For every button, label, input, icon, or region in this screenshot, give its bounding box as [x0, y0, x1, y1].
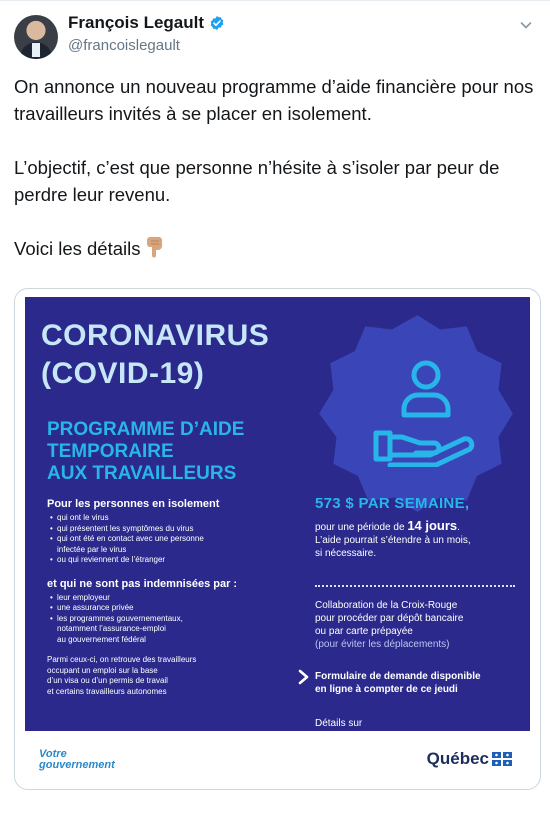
quebec-flag-icon	[492, 752, 512, 766]
votre-gouvernement-logo	[39, 749, 115, 771]
programme-line-2: TEMPORAIRE	[47, 441, 174, 462]
programme-line-1: PROGRAMME D’AIDE	[47, 419, 245, 440]
votre-line-1: Votre	[39, 748, 67, 760]
collab-note: (pour éviter les déplacements)	[315, 639, 450, 650]
title-line-1: CORONAVIRUS	[41, 319, 270, 352]
dotted-divider	[315, 585, 515, 587]
form-line-1: Formulaire de demande disponible	[315, 671, 481, 682]
parmi-line: occupant un emploi sur la base	[47, 665, 158, 675]
person-in-hand-icon	[370, 355, 482, 467]
tweet-media[interactable]	[14, 288, 541, 790]
author-handle[interactable]: @francoislegault	[68, 37, 180, 54]
eligibility-column	[47, 497, 302, 697]
parmi-line: d’un visa ou d’un permis de travail	[47, 676, 168, 685]
infographic-footer	[25, 731, 530, 781]
votre-line-2: gouvernement	[39, 759, 115, 771]
form-block	[315, 670, 520, 696]
tweet-paragraph-3-text: Voici les détails	[14, 238, 141, 259]
tweet-paragraph-3	[14, 235, 536, 262]
indemn-item: • une assurance privée	[47, 603, 302, 614]
indemn-item: • leur employeur	[47, 593, 302, 604]
details-label: Détails sur	[315, 718, 363, 729]
chevron-right-icon	[297, 669, 311, 685]
isolement-item: infectée par le virus	[57, 544, 127, 554]
period-block	[315, 519, 520, 560]
verified-badge-icon	[209, 15, 225, 31]
chevron-down-icon[interactable]	[518, 17, 534, 33]
isolement-item: • qui ont le virus	[47, 513, 302, 524]
extend-line-2: si nécessaire.	[315, 548, 377, 559]
avatar[interactable]	[14, 15, 58, 59]
isolement-item: • qui présentent les symptômes du virus	[47, 524, 302, 535]
isolement-item: • ou qui reviennent de l’étranger	[47, 555, 302, 566]
parmi-line: Parmi ceux-ci, on retrouve des travailleurs	[47, 655, 197, 664]
indemn-item: au gouvernement fédéral	[57, 634, 146, 644]
pointing-down-hand-icon	[144, 236, 164, 258]
period-value: 14 jours	[407, 518, 458, 533]
collab-line-3: ou par carte prépayée	[315, 626, 413, 637]
tweet-text	[14, 73, 536, 262]
title-line-2: (COVID-19)	[41, 357, 205, 390]
infographic-title	[41, 317, 269, 393]
quebec-logo	[427, 749, 512, 769]
infographic	[25, 297, 530, 781]
tweet-paragraph-1: On annonce un nouveau programme d’aide financière pour nos travailleurs invités à se placer en isolement.	[14, 76, 534, 124]
quebec-wordmark: Québec	[426, 749, 489, 768]
isolement-heading: Pour les personnes en isolement	[47, 498, 220, 510]
collab-line-1: Collaboration de la Croix-Rouge	[315, 600, 458, 611]
period-prefix: pour une période de	[315, 522, 405, 533]
period-line	[315, 519, 520, 534]
collab-block	[315, 599, 520, 651]
collab-line-2: pour procéder par dépôt bancaire	[315, 613, 464, 624]
indemn-heading: et qui ne sont pas indemnisées par :	[47, 577, 238, 590]
programme-heading	[47, 419, 244, 485]
tweet-paragraph-2: L’objectif, c’est que personne n’hésite à s’isoler par peur de perdre leur revenu.	[14, 157, 500, 205]
programme-line-3: AUX TRAVAILLEURS	[47, 463, 237, 484]
form-line-2: en ligne à compter de ce jeudi	[315, 684, 458, 695]
author-row	[68, 13, 225, 33]
indemn-item: • les programmes gouvernementaux,	[47, 614, 302, 625]
parmi-line: et certains travailleurs autonomes	[47, 686, 167, 696]
author-name[interactable]: François Legault	[68, 13, 205, 32]
extend-line-1: L’aide pourrait s’étendre à un mois,	[315, 535, 471, 546]
indemn-item: notamment l’assurance-emploi	[57, 624, 166, 633]
weekly-amount: 573 $ PAR SEMAINE,	[315, 495, 470, 512]
period-suffix: .	[457, 522, 460, 533]
avatar-shirt	[32, 43, 40, 57]
isolement-item: • qui ont été en contact avec une personne	[47, 534, 302, 545]
